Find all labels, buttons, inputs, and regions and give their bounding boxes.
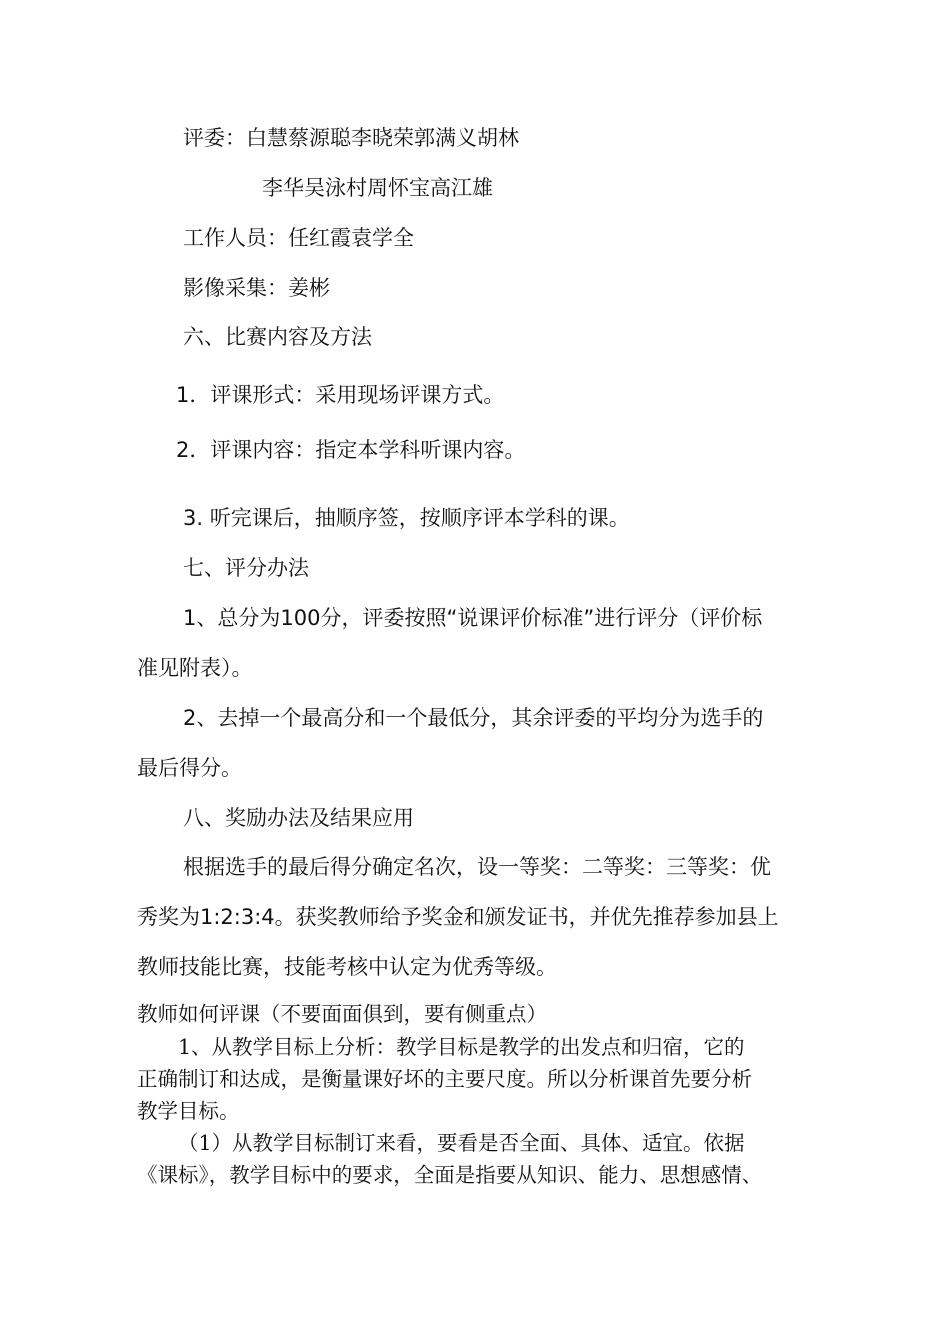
judges-line-continued: 李华吴泳村周怀宝高江雄 <box>262 176 493 200</box>
scoring-item-2: 2、去掉一个最高分和一个最低分，其余评委的平均分为选手的 <box>183 706 764 730</box>
judges-line: 评委：白慧蔡源聪李晓荣郭满义胡林 <box>183 126 519 150</box>
evaluation-para-2-line-1: （1）从教学目标制订来看，要看是否全面、具体、适宜。依据 <box>178 1131 745 1155</box>
scoring-item-1-cont: 准见附表）。 <box>137 656 253 680</box>
evaluation-para-2-line-2: 《课标》，教学目标中的要求，全面是指要从知识、能力、思想感情、 <box>137 1163 763 1187</box>
award-paragraph-line-3: 教师技能比赛，技能考核中认定为优秀等级。 <box>137 955 557 979</box>
item-2-content: 2．评课内容：指定本学科听课内容。 <box>176 438 526 462</box>
evaluation-para-1-line-3: 教学目标。 <box>137 1099 240 1123</box>
evaluation-heading: 教师如何评课（不要面面俱到，要有侧重点） <box>137 1002 547 1026</box>
award-paragraph-line-2: 秀奖为1:2:3:4。获奖教师给予奖金和颁发证书，并优先推荐参加县上 <box>137 905 779 929</box>
item-3-process: 3. 听完课后，抽顺序签，按顺序评本学科的课。 <box>183 506 630 530</box>
video-line: 影像采集：姜彬 <box>183 276 330 300</box>
section-heading-7: 七、评分办法 <box>183 556 309 580</box>
award-paragraph-line-1: 根据选手的最后得分确定名次，设一等奖：二等奖：三等奖：优 <box>183 855 771 879</box>
evaluation-para-1-line-2: 正确制订和达成，是衡量课好坏的主要尺度。所以分析课首先要分析 <box>137 1067 752 1091</box>
section-heading-6: 六、比赛内容及方法 <box>183 325 372 349</box>
staff-line: 工作人员：任红霞袁学全 <box>183 226 414 250</box>
item-1-format: 1．评课形式：采用现场评课方式。 <box>176 383 505 407</box>
scoring-item-2-cont: 最后得分。 <box>137 756 242 780</box>
evaluation-para-1-line-1: 1、从教学目标上分析：教学目标是教学的出发点和归宿，它的 <box>178 1035 745 1059</box>
scoring-item-1: 1、总分为100分，评委按照“说课评价标准”进行评分（评价标 <box>183 606 763 630</box>
section-heading-8: 八、奖励办法及结果应用 <box>183 806 414 830</box>
